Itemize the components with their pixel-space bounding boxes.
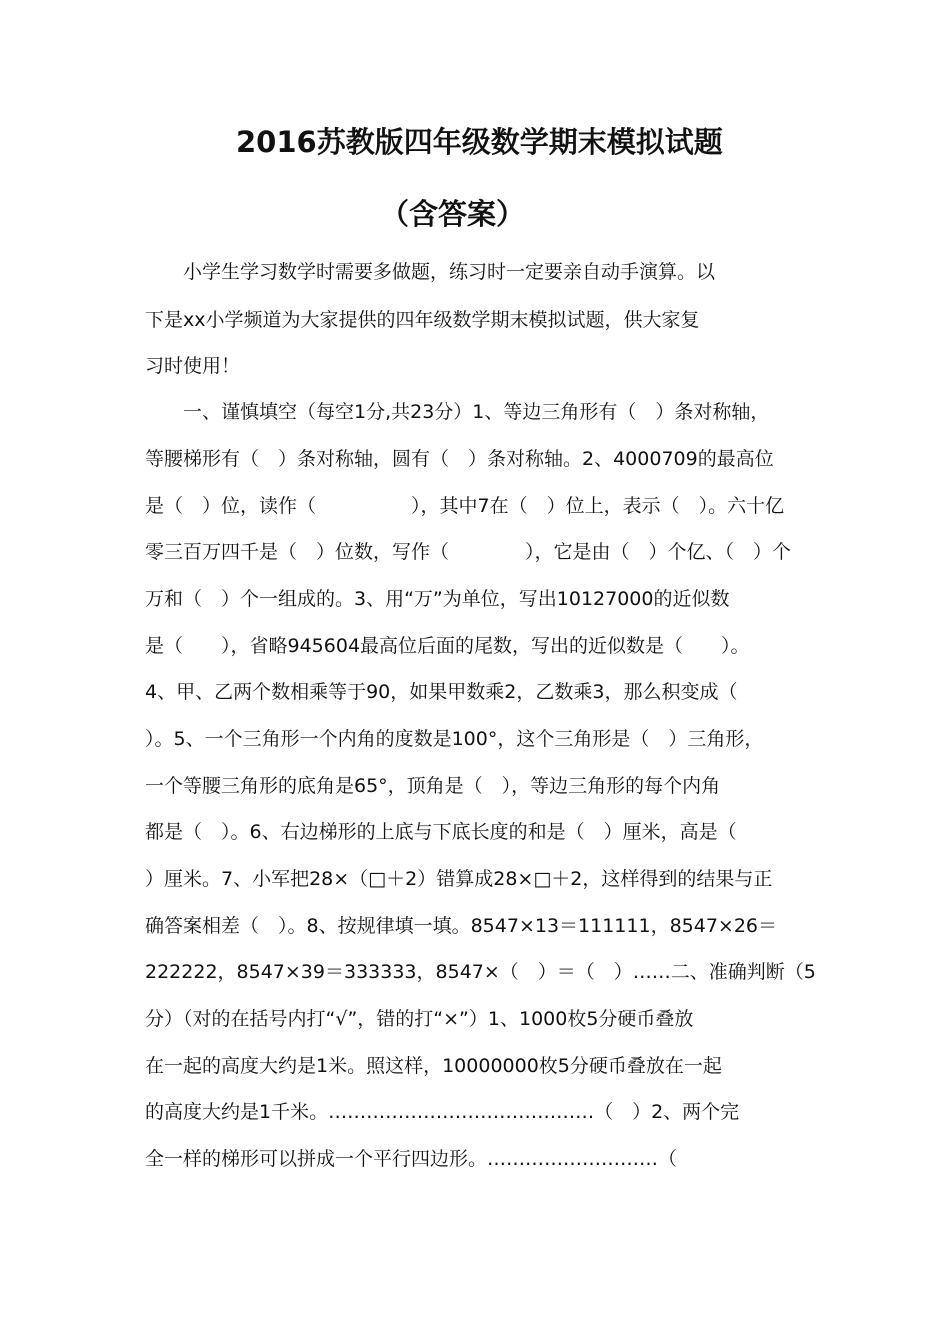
paragraph-line: 是（ ），省略945604最高位后面的尾数，写出的近似数是（ ）。 bbox=[145, 635, 750, 657]
paragraph-line: 一、谨慎填空（每空1分,共23分）1、等边三角形有（ ）条对称轴， bbox=[145, 401, 770, 423]
paragraph-line: 小学生学习数学时需要多做题，练习时一定要亲自动手演算。以 bbox=[145, 261, 716, 283]
paragraph-line: 习时使用！ bbox=[145, 355, 241, 377]
paragraph-line: 都是（ ）。6、右边梯形的上底与下底长度的和是（ ）厘米，高是（ bbox=[145, 821, 737, 843]
paragraph-line: 是（ ）位，读作（ ），其中7在（ ）位上，表示（ ）。六十亿 bbox=[145, 495, 785, 517]
paragraph-line: 万和（ ）个一组成的。3、用“万”为单位，写出10127000的近似数 bbox=[145, 588, 730, 610]
paragraph-line: 一个等腰三角形的底角是65°，顶角是（ ），等边三角形的每个内角 bbox=[145, 775, 721, 797]
document-subtitle: （含答案） bbox=[380, 197, 526, 231]
paragraph-line: 分）（对的在括号内打“√”，错的打“×”）1、1000枚5分硬币叠放 bbox=[145, 1008, 694, 1030]
paragraph-line: 下是xx小学频道为大家提供的四年级数学期末模拟试题，供大家复 bbox=[145, 309, 700, 331]
paragraph-line: ）。5、一个三角形一个内角的度数是100°，这个三角形是（ ）三角形， bbox=[145, 728, 764, 750]
paragraph-line: 等腰梯形有（ ）条对称轴，圆有（ ）条对称轴。2、4000709的最高位 bbox=[145, 448, 774, 470]
paragraph-line: 222222，8547×39＝333333，8547×（ ）＝（ ）……二、准确判断（5 bbox=[145, 961, 816, 983]
paragraph-line: 全一样的梯形可以拼成一个平行四边形。………………………（ bbox=[145, 1148, 678, 1170]
paragraph-line: ）厘米。7、小军把28×（□＋2）错算成28×□＋2，这样得到的结果与正 bbox=[145, 868, 773, 890]
paragraph-line: 的高度大约是1千米。……………………………………（ ）2、两个完 bbox=[145, 1101, 740, 1123]
paragraph-line: 零三百万四千是（ ）位数，写作（ ），它是由（ ）个亿、（ ）个 bbox=[145, 541, 792, 563]
document-title: 2016苏教版四年级数学期末模拟试题 bbox=[236, 125, 723, 159]
paragraph-line: 4、甲、乙两个数相乘等于90，如果甲数乘2，乙数乘3，那么积变成（ bbox=[145, 681, 738, 703]
paragraph-line: 在一起的高度大约是1米。照这样，10000000枚5分硬币叠放在一起 bbox=[145, 1055, 722, 1077]
paragraph-line: 确答案相差（ ）。8、按规律填一填。8547×13＝111111，8547×26＝ bbox=[145, 915, 778, 937]
